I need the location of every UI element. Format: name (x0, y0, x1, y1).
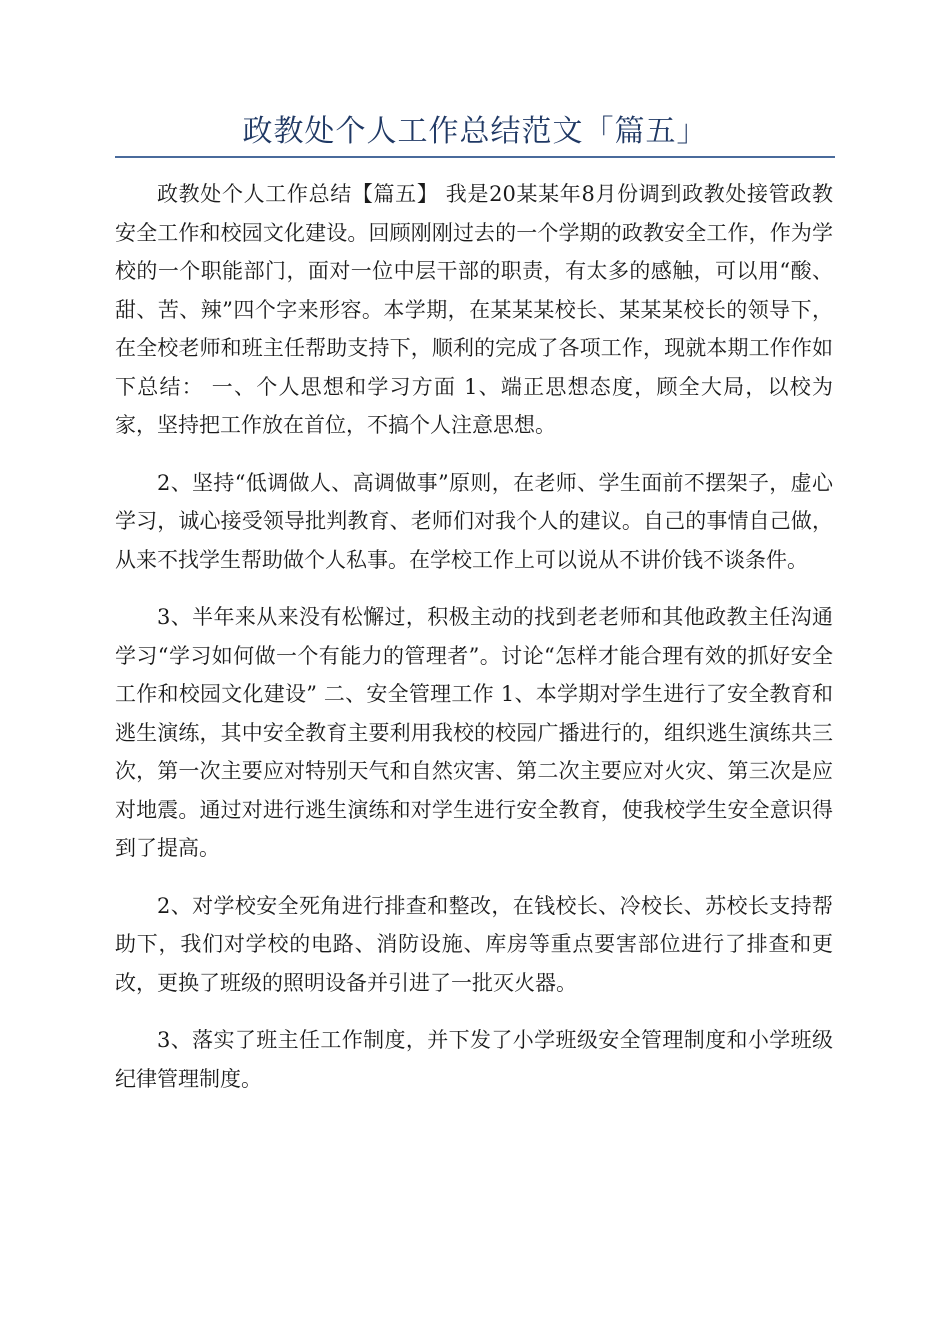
paragraph-1: 政教处个人工作总结【篇五】 我是20某某年8月份调到政教处接管政教安全工作和校园文化建设。回顾刚刚过去的一个学期的政教安全工作，作为学校的一个职能部门，面对一位中层干部的职责，有太多的感触，可以用“酸、甜、苦、辣”四个字来形容。本学期，在某某某校长、某某某校长的领导下，在全校老师和班主任帮助支持下，顺利的完成了各项工作，现就本期工作作如下总结： 一、个人思想和学习方面 1、端正思想态度，顾全大局，以校为家，坚持把工作放在首位，不搞个人注意思想。 (115, 182, 833, 437)
paragraph-3: 3、半年来从来没有松懈过，积极主动的找到老老师和其他政教主任沟通学习“学习如何做一个有能力的管理者”。讨论“怎样才能合理有效的抓好安全工作和校园文化建设” 二、安全管理工作 1、本学期对学生进行了安全教育和逃生演练，其中安全教育主要利用我校的校园广播进行的，组织逃生演练共三次，第一次主要应对特别天气和自然灾害、第二次主要应对火灾、第三次是应对地震。通过对进行逃生演练和对学生进行安全教育，使我校学生安全意识得到了提高。 (115, 605, 833, 860)
paragraph-4: 2、对学校安全死角进行排查和整改，在钱校长、冷校长、苏校长支持帮助下，我们对学校的电路、消防设施、库房等重点要害部位进行了排查和更改，更换了班级的照明设备并引进了一批灭火器。 (115, 893, 833, 995)
document-body (115, 175, 833, 1117)
title-block (115, 110, 835, 158)
paragraph-2: 2、坚持“低调做人、高调做事”原则，在老师、学生面前不摆架子，虚心学习，诚心接受领导批判教育、老师们对我个人的建议。自己的事情自己做，从来不找学生帮助做个人私事。在学校工作上可以说从不讲价钱不谈条件。 (115, 470, 833, 572)
document-title: 政教处个人工作总结范文「篇五」 (242, 114, 708, 149)
paragraph-5: 3、落实了班主任工作制度，并下发了小学班级安全管理制度和小学班级纪律管理制度。 (115, 1028, 833, 1091)
